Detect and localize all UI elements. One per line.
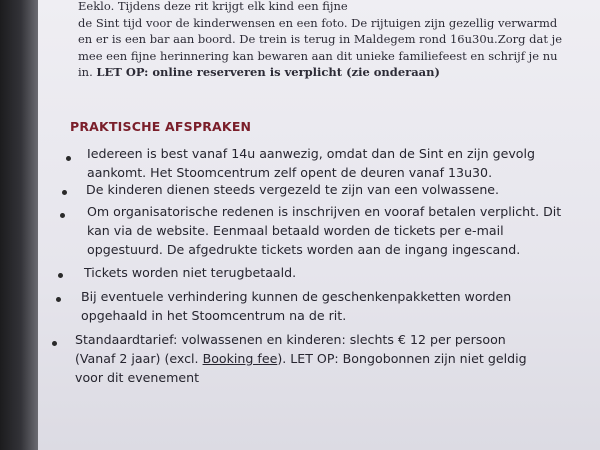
list-item (86, 180, 499, 199)
fare-note: ). LET OP: Bongobonnen zijn niet geldig (277, 351, 527, 366)
bullet-icon (60, 213, 65, 218)
intro-line: Eeklo. Tijdens deze rit krijgt elk kind een fijne (78, 0, 348, 13)
list-item-line: opgestuurd. De afgedrukte tickets worden aan de ingang ingescand. (87, 242, 521, 257)
intro-prefix: in. (78, 65, 97, 80)
bullet-icon (56, 297, 61, 302)
practical-list (38, 0, 600, 450)
intro-line: en er is een bar aan boord. De trein is terug in Maldegem rond 16u30u.Zorg dat je (78, 32, 563, 47)
bullet-icon (62, 190, 67, 195)
list-item (87, 202, 561, 259)
list-item-line: kan via de website. Eenmaal betaald worden de tickets per e-mail (87, 223, 504, 238)
reservation-notice: LET OP: online reserveren is verplicht (zie onderaan) (96, 65, 440, 80)
list-item-line (75, 349, 527, 368)
bullet-icon (58, 273, 63, 278)
intro-line: de Sint tijd voor de kinderwensen en een foto. De rijtuigen zijn gezellig verwarmd (78, 15, 558, 30)
fare-note: (Vanaf 2 jaar) (excl. (75, 351, 203, 366)
monitor-bezel (0, 0, 38, 450)
list-item-line: Tickets worden niet terugbetaald. (84, 265, 297, 280)
list-item-line: Om organisatorische redenen is inschrijven en vooraf betalen verplicht. Dit (87, 204, 562, 219)
list-item (75, 330, 527, 387)
list-item-line: opgehaald in het Stoomcentrum na de rit. (81, 308, 347, 323)
web-page (38, 0, 600, 450)
list-item-line: voor dit evenement (75, 370, 200, 385)
list-item (81, 287, 511, 325)
booking-fee-link[interactable]: Booking fee (202, 351, 278, 366)
intro-line: mee een fijne herinnering kan bewaren aan dit unieke familiefeest en schrijf je nu (78, 48, 558, 63)
list-item-line: aankomt. Het Stoomcentrum zelf opent de deuren vanaf 13u30. (87, 165, 493, 180)
section-title: PRAKTISCHE AFSPRAKEN (70, 119, 252, 134)
bullet-icon (52, 341, 57, 346)
list-item-line: Standaardtarief: volwassenen en kinderen: slechts € 12 per persoon (75, 332, 506, 347)
list-item-line: Iedereen is best vanaf 14u aanwezig, omdat dan de Sint en zijn gevolg (87, 146, 535, 161)
list-item-line: Bij eventuele verhindering kunnen de geschenkenpakketten worden (81, 289, 512, 304)
list-item (87, 144, 535, 182)
bullet-icon (66, 156, 71, 161)
list-item-line: De kinderen dienen steeds vergezeld te zijn van een volwassene. (86, 182, 500, 197)
list-item (84, 263, 296, 282)
